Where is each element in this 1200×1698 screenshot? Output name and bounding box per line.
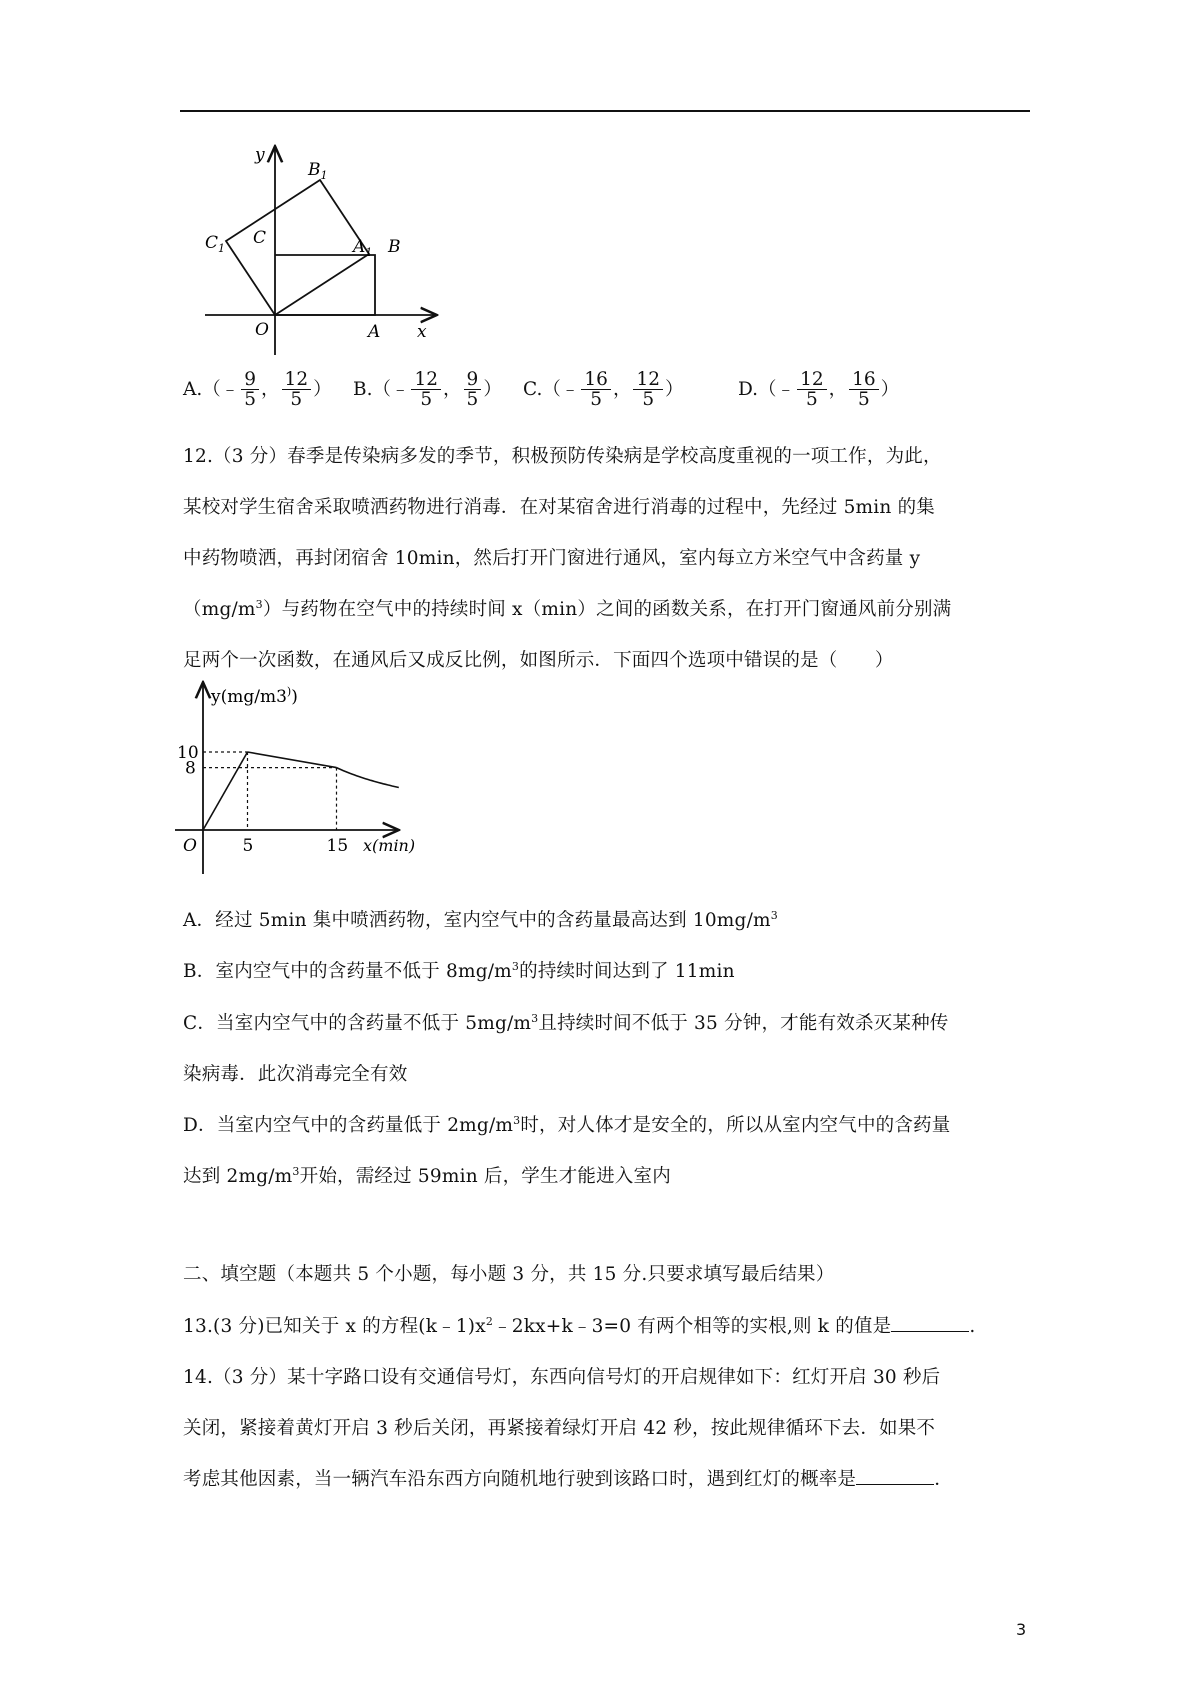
label-B: B — [388, 237, 401, 257]
y-tick-label: 8 — [185, 758, 196, 779]
q12-option-A: A．经过 5min 集中喷洒药物，室内空气中的含药量最高达到 $10mg/m^3$ — [183, 908, 778, 931]
q12-line-5: 足两个一次函数，在通风后又成反比例，如图所示．下面四个选项中错误的是（ ） — [183, 650, 894, 671]
page-number: 3 — [1016, 1620, 1027, 1639]
q14-line-3: 考虑其他因素，当一辆汽车沿东西方向随机地行驶到该路口时，遇到红灯的概率是 ． — [183, 1469, 953, 1490]
label-y: y — [255, 145, 265, 165]
label-x: x — [417, 322, 427, 342]
label-C: C — [253, 228, 267, 248]
q12-option-D-line-1: D．当室内空气中的含药量低于 $2mg/m^3$时，对人体才是安全的，所以从室内空气中的含药量 — [183, 1113, 951, 1136]
q13: 13.(3 分)已知关于 x 的方程$(k﹣1)x^2﹣2kx+k﹣3=0$ 有两个相等的实根,则 k 的值是 . — [183, 1314, 976, 1337]
x-tick-label: 5 — [242, 836, 254, 856]
q12-option-C-line-2: 染病毒．此次消毒完全有效 — [183, 1064, 408, 1085]
q12-option-B: B．室内空气中的含药量不低于 $8mg/m^3$的持续时间达到了 11min — [183, 959, 735, 982]
y-tick-label: 10 — [177, 743, 199, 763]
geometry-figure — [205, 140, 445, 365]
label-O: O — [255, 320, 269, 340]
label-C1: $C_1$ — [205, 233, 226, 255]
option-D: D.（﹣ $\frac{12}{5}$ ， $\frac{16}{5}$ ） — [738, 369, 900, 411]
label-B1: $B_1$ — [308, 160, 328, 182]
q12-option-D-line-2: 达到 $2mg/m^3$开始，需经过 59min 后，学生才能进入室内 — [183, 1164, 671, 1187]
q14-line-2: 关闭，紧接着黄灯开启 3 秒后关闭，再紧接着绿灯开启 42 秒，按此规律循环下去．如果不 — [183, 1418, 936, 1439]
q13-answer-blank — [891, 1317, 969, 1332]
section-2-heading: 二、填空题（本题共 5 个小题，每小题 3 分，共 15 分.只要求填写最后结果） — [183, 1264, 835, 1285]
q12-line-2: 某校对学生宿舍采取喷洒药物进行消毒．在对某宿舍进行消毒的过程中，先经过 5min 的集 — [183, 497, 936, 518]
q12-line-1: 12.（3 分）春季是传染病多发的季节，积极预防传染病是学校高度重视的一项工作，为此， — [183, 446, 942, 467]
q12-line-3: 中药物喷洒，再封闭宿舍 10min，然后打开门窗进行通风，室内每立方米空气中含药量 y — [183, 548, 921, 569]
option-B: B.（﹣ $\frac{12}{5}$ ， $\frac{9}{5}$ ） — [353, 369, 502, 411]
concentration-chart — [175, 678, 435, 878]
option-A: A.（﹣ $\frac{9}{5}$ ， $\frac{12}{5}$ ） — [183, 369, 332, 411]
y-axis-label: y(mg/m3)) — [211, 685, 298, 707]
q14-answer-blank — [856, 1470, 934, 1485]
series-segment — [203, 752, 248, 830]
option-C: C.（﹣ $\frac{16}{5}$ ， $\frac{12}{5}$ ） — [523, 369, 684, 411]
origin-label: O — [183, 836, 197, 856]
label-A1: $A_1$ — [353, 237, 373, 259]
q12-line-4: $(mg/m^3)$与药物在空气中的持续时间 x（min）之间的函数关系，在打开门窗通风前分别满 — [183, 597, 952, 620]
label-A: A — [368, 322, 381, 342]
x-tick-label: 15 — [326, 836, 349, 856]
x-axis-label: x(min) — [363, 836, 416, 855]
q12-option-C-line-1: C．当室内空气中的含药量不低于 $5mg/m^3$且持续时间不低于 35 分钟，才能有效杀灭某种传 — [183, 1011, 949, 1034]
series-segment — [248, 752, 337, 768]
rotated-rectangle — [226, 180, 369, 315]
q14-line-1: 14.（3 分）某十字路口设有交通信号灯，东西向信号灯的开启规律如下：红灯开启 30 秒后 — [183, 1367, 941, 1388]
header-rule — [180, 110, 1030, 112]
series-curve-inverse — [337, 768, 399, 788]
